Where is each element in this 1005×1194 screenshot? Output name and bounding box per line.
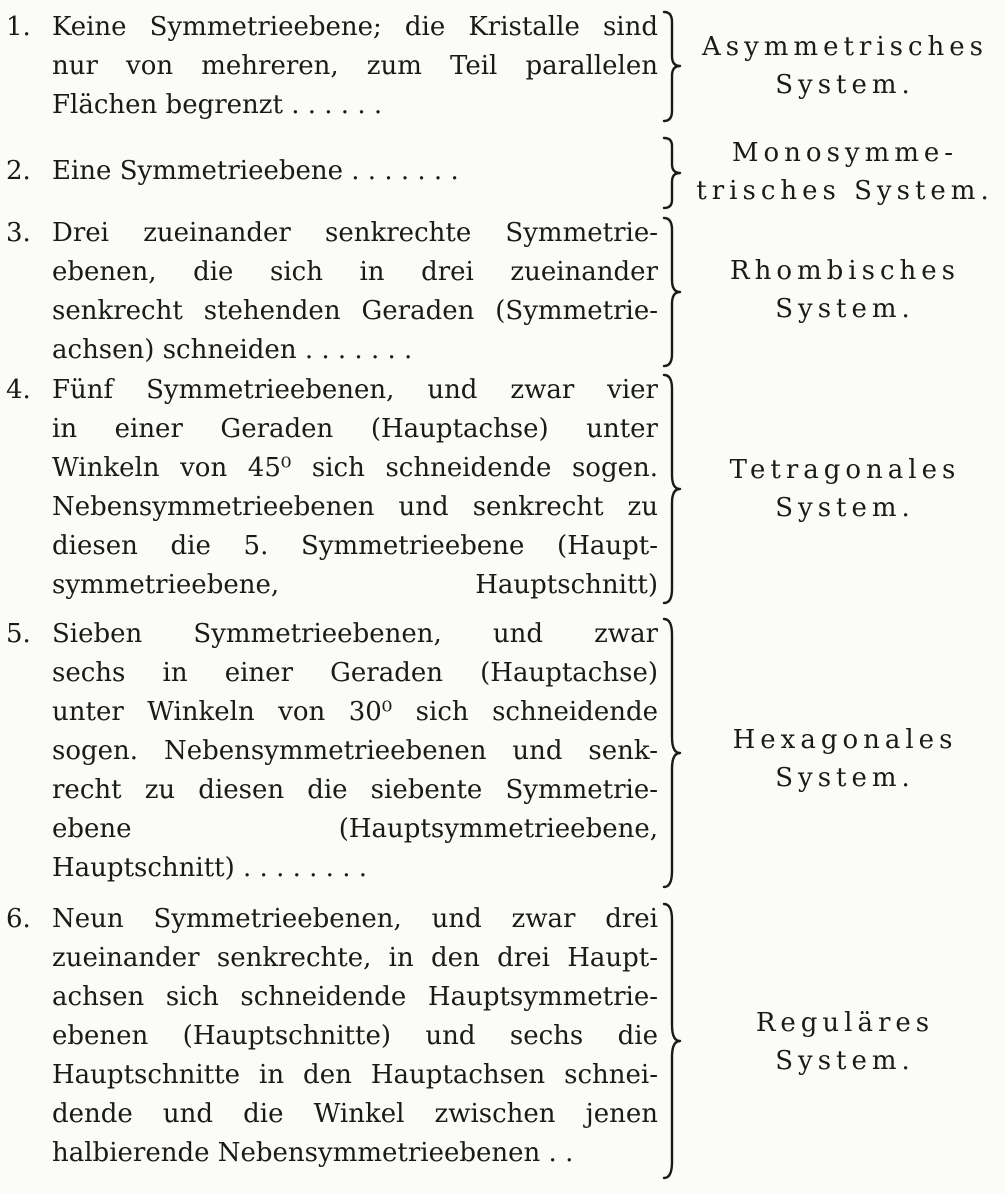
- curly-brace-icon: [660, 8, 684, 125]
- entry-line: sechs in einer Geraden (Hauptachse): [52, 658, 658, 688]
- entry-line: diesen die 5. Symmetrieebene (Haupt-: [52, 531, 658, 561]
- system-name-4: Tetragonales System.: [729, 455, 961, 523]
- entry-number: 2.: [6, 156, 31, 186]
- entry-3-description: [6, 214, 658, 370]
- entry-5: [0, 615, 1005, 891]
- entry-line: halbierende Nebensymmetrieebenen . .: [52, 1138, 574, 1168]
- curly-brace-icon: [660, 900, 684, 1182]
- entry-line: achsen sich schneidende Hauptsymmetrie-: [52, 982, 658, 1012]
- entry-line: recht zu diesen die siebente Symmetrie-: [52, 775, 658, 805]
- curly-brace-icon: [660, 615, 684, 891]
- entry-line: 5. Sieben Symmetrieebenen, und zwar: [6, 615, 658, 654]
- entry-line: 3. Drei zueinander senkrechte Symmetrie-: [6, 214, 658, 253]
- entry-line: ebenen (Hauptschnitte) und sechs die: [52, 1021, 658, 1051]
- entry-line: unter Winkeln von 30⁰ sich schneidende: [52, 697, 658, 727]
- entry-number: 5.: [6, 619, 31, 649]
- entry-line: 4. Fünf Symmetrieebenen, und zwar vier: [6, 371, 658, 410]
- entry-number: 1.: [6, 12, 31, 42]
- entry-2-description: [6, 152, 658, 191]
- entry-line: in einer Geraden (Hauptachse) unter: [52, 414, 658, 444]
- entry-line: dende und die Winkel zwischen jenen: [52, 1099, 658, 1129]
- curly-brace-icon: [660, 371, 684, 607]
- system-name-1: Asymmetrisches System.: [701, 32, 989, 100]
- entry-1-description: [6, 8, 658, 125]
- entry-line: achsen) schneiden . . . . . . .: [52, 335, 413, 365]
- entry-5-description: [6, 615, 658, 888]
- entry-line: Nebensymmetrieebenen und senkrecht zu: [52, 492, 658, 522]
- entry-4-description: [6, 371, 658, 605]
- entry-line: 6. Neun Symmetrieebenen, und zwar drei: [6, 900, 658, 939]
- system-name-6: Reguläres System.: [755, 1008, 935, 1076]
- entry-line: symmetrieebene, Hauptschnitt): [52, 570, 658, 600]
- curly-brace-icon: [660, 214, 684, 370]
- entry-4: [0, 371, 1005, 607]
- system-name-3: Rhombisches System.: [730, 256, 960, 324]
- system-name-2: Monosymme- trisches System.: [696, 138, 994, 206]
- system-name-5: Hexagonales System.: [732, 725, 958, 793]
- entry-3: [0, 214, 1005, 370]
- entry-number: 4.: [6, 375, 31, 405]
- curly-brace-icon: [660, 134, 684, 212]
- entry-line: sogen. Nebensymmetrieebenen und senk-: [52, 736, 658, 766]
- entry-number: 6.: [6, 904, 31, 934]
- entry-line: zueinander senkrechte, in den drei Haupt-: [52, 943, 658, 973]
- entry-line: Winkeln von 45⁰ sich schneidende sogen.: [52, 453, 658, 483]
- entry-line: Hauptschnitte in den Hauptachsen schnei-: [52, 1060, 658, 1090]
- entry-1: [0, 8, 1005, 125]
- entry-number: 3.: [6, 218, 31, 248]
- entry-line: senkrecht stehenden Geraden (Symmetrie-: [52, 296, 658, 326]
- entry-6-description: [6, 900, 658, 1173]
- entry-line: Hauptschnitt) . . . . . . . .: [52, 853, 367, 883]
- entry-2: [0, 134, 1005, 212]
- entry-line: Flächen begrenzt . . . . . .: [52, 90, 383, 120]
- entry-line: ebenen, die sich in drei zueinander: [52, 257, 658, 287]
- entry-6: [0, 900, 1005, 1182]
- entry-line: ebene (Hauptsymmetrieebene,: [52, 814, 658, 844]
- entry-line: 1. Keine Symmetrieebene; die Kristalle sind: [6, 8, 658, 47]
- entry-line: 2. Eine Symmetrieebene . . . . . . .: [6, 152, 658, 191]
- entry-line: nur von mehreren, zum Teil parallelen: [52, 51, 658, 81]
